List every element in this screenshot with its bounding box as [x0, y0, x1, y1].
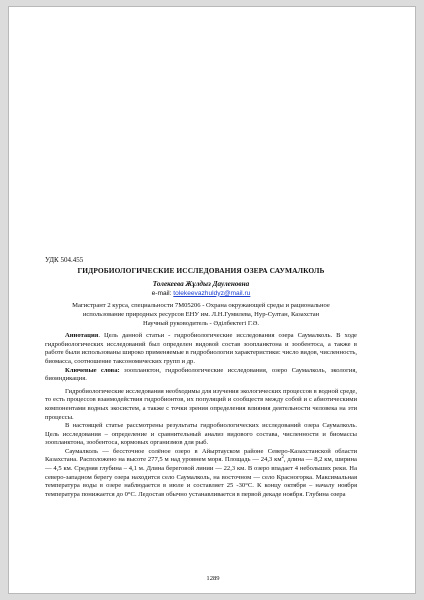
- abstract-label: Аннотация: [65, 332, 99, 340]
- document-page: [8, 6, 416, 594]
- keywords-label: Ключевые слова:: [65, 366, 120, 374]
- abstract: [45, 332, 357, 366]
- email-link[interactable]: tolekeevazhuldyz@mail.ru: [173, 289, 251, 297]
- area-superscript: 2: [281, 455, 284, 461]
- affiliation-line-1: Магистрант 2 курса, специальности 7M05206 - Охрана окружающей среды и рациональное: [72, 302, 330, 310]
- body-paragraph-3: [45, 448, 357, 500]
- author-name: Толекеева Жұлдыз Дауленовна: [152, 280, 250, 289]
- keywords: [45, 367, 357, 384]
- abstract-text: . Цель данной статьи - гидробиологические исследования озера Саумалколь. В ходе гидробиологических исследований был определен видовой состав зоопланктона и зообентоса, а также в работе были использованы широко применяемые в гидробиологии характеристики: число видов, численность, биомасса, соотношение таксономических групп и др.: [45, 332, 357, 365]
- keywords-text: зоопланктон, гидробиологические исследования, озеро Саумалколь, экология, биоиндикация.: [45, 366, 357, 383]
- affiliation-line-2: использование природных ресурсов ЕНУ им. Л.Н.Гумилева, Нур-Султан, Казахстан: [82, 310, 320, 318]
- author-email: [45, 290, 357, 299]
- page-content: [45, 256, 357, 499]
- udk-code: УДК 504.455: [45, 256, 84, 264]
- lake-text-b: , длина — 8,2 км, ширина — 4,5 км. Средняя глубина – 4,1 м. Длина береговой линии — 22,3 км. В озеро впадает 4 небольших реки. На северо-западном берегу озера находится село Саумалколь, на восточном — село Красногорка. Максимальная температура воды в озере наблюдается в июле и составляет 25 -30°С. К концу октября – началу ноября температура понижается до 0°С. Ледостав обычно устанавливается в первой декаде ноября. Глубина озера: [45, 456, 357, 498]
- lake-text-a: Саумалколь — бессточное солёное озеро в Айыртауском районе Северо-Казахстанской области Казахстана. Расположено на высоте 277,5 м над уровнем моря. Площадь — 24,3 км: [45, 447, 357, 464]
- paper-title: ГИДРОБИОЛОГИЧЕСКИЕ ИССЛЕДОВАНИЯ ОЗЕРА САУМАЛКОЛЬ: [77, 265, 325, 275]
- page-number: 1289: [206, 575, 220, 582]
- body-paragraph-1: Гидробиологические исследования необходимы для изучения экологических процессов в водной среде, то есть процессов взаимодействия гидробионтов, их популяций и сообществ между собой и с абиотическими компонентами водных экосистем, а также с точки зрения определения влияния деятельности человека на эти процессы.: [45, 387, 357, 421]
- email-label: e-mail:: [151, 289, 172, 297]
- affiliation-line-3: Научный руководитель - Әділбектегі Г.Ә.: [142, 319, 260, 327]
- body-paragraph-2: В настоящей статье рассмотрены результаты гидробиологических исследований озера Саумалколь. Цель исследования – определение и сравнительный анализ видового состава, численности и биомассы зоопланктона, зообентоса, кормовых организмов для рыб.: [45, 422, 357, 447]
